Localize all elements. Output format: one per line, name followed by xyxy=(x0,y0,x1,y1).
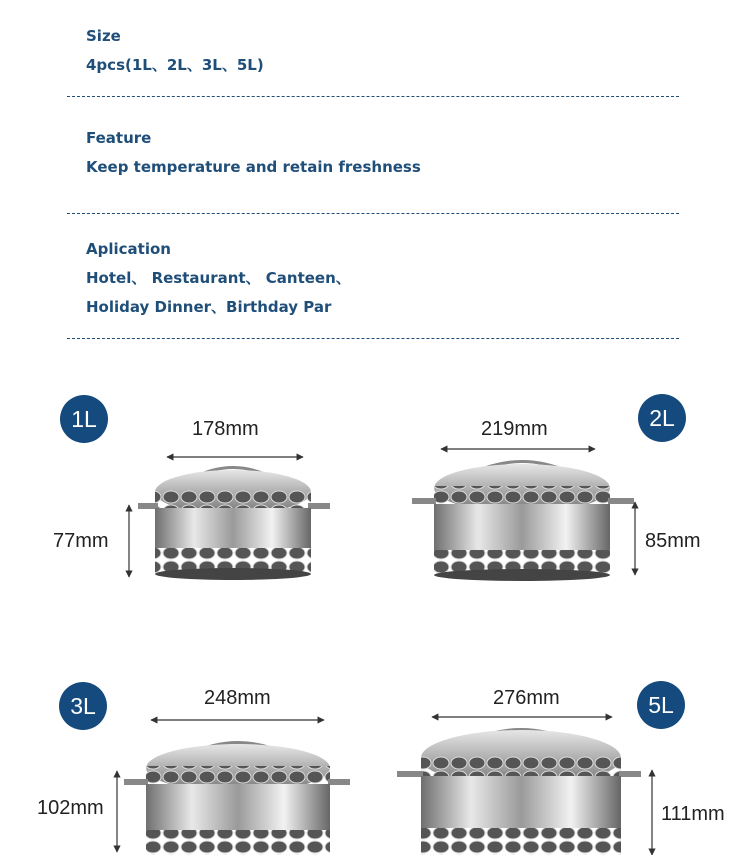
height-label-3l: 102mm xyxy=(37,797,104,819)
pot-2l-image xyxy=(412,449,635,581)
diameter-label-1l: 178mm xyxy=(192,418,259,440)
pot-3l-image xyxy=(117,720,350,855)
diameter-label-5l: 276mm xyxy=(493,687,560,709)
pot-1l-image xyxy=(129,457,330,580)
diameter-label-3l: 248mm xyxy=(204,687,271,709)
application-line-2: Holiday Dinner、Birthday Par xyxy=(86,298,332,316)
capacity-badge-3l: 3L xyxy=(59,682,107,730)
capacity-badge-5l: 5L xyxy=(637,681,685,729)
capacity-badge-1l: 1L xyxy=(60,395,108,443)
height-label-1l: 77mm xyxy=(53,530,109,552)
size-label: Size xyxy=(86,27,121,45)
diameter-label-2l: 219mm xyxy=(481,418,548,440)
application-label: Aplication xyxy=(86,240,171,258)
pot-5l-image xyxy=(397,717,652,855)
size-value: 4pcs(1L、2L、3L、5L) xyxy=(86,56,264,74)
application-line-1: Hotel、 Restaurant、 Canteen、 xyxy=(86,269,351,287)
height-label-2l: 85mm xyxy=(645,530,701,552)
height-label-5l: 111mm xyxy=(661,803,725,825)
feature-value: Keep temperature and retain freshness xyxy=(86,158,421,176)
feature-label: Feature xyxy=(86,129,152,147)
capacity-badge-2l: 2L xyxy=(638,394,686,442)
